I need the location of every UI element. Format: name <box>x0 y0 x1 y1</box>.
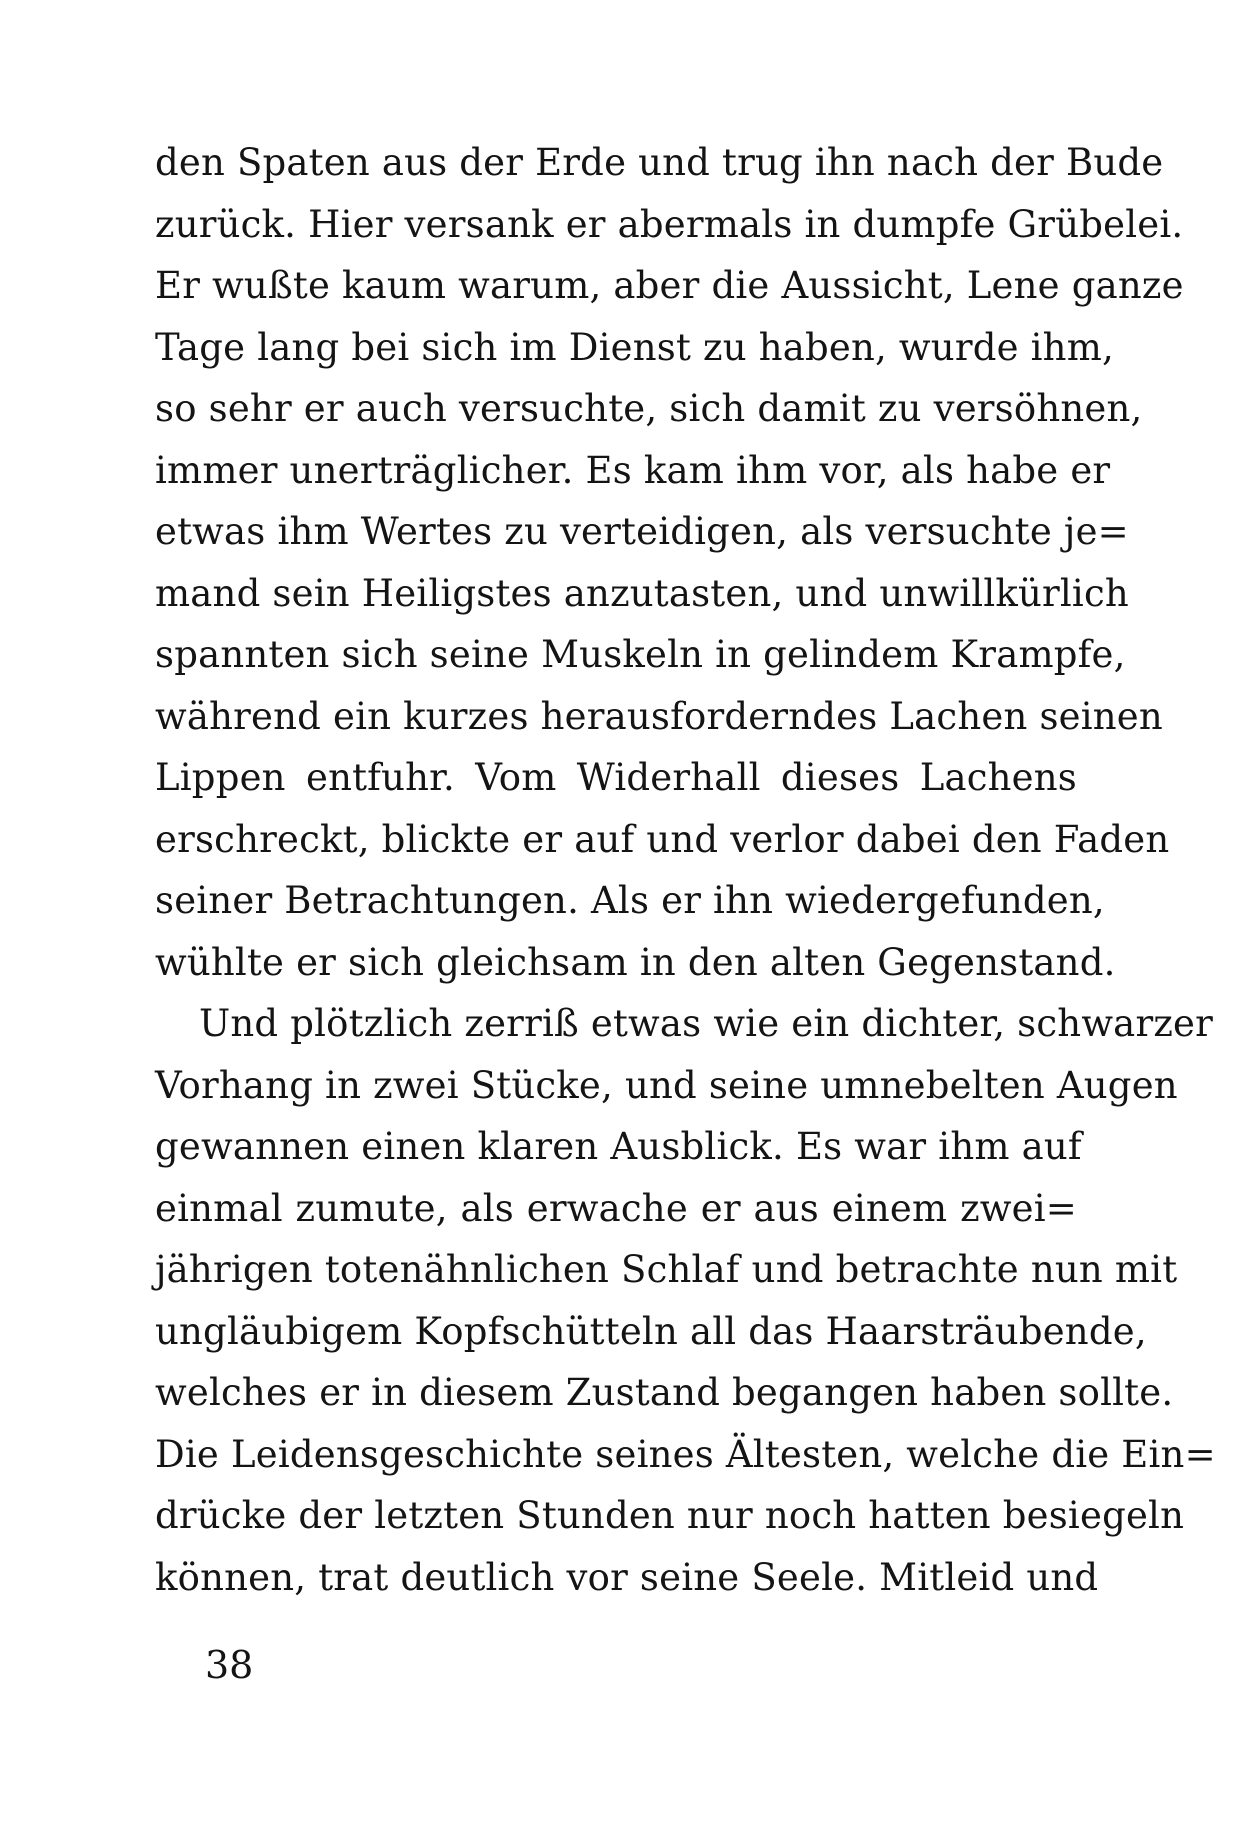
text-line: zurück. Hier versank er abermals in dumpfe Grübelei. <box>155 202 1184 246</box>
text-line: wühlte er sich gleichsam in den alten Gegenstand. <box>155 940 1116 984</box>
text-line: Die Leidensgeschichte seines Ältesten, welche die Ein= <box>155 1432 1216 1476</box>
text-line: so sehr er auch versuchte, sich damit zu versöhnen, <box>155 387 1143 430</box>
text-line: etwas ihm Wertes zu verteidigen, als versuchte je= <box>155 510 1129 553</box>
text-line: mand sein Heiligstes anzutasten, und unwillkürlich <box>155 571 1129 615</box>
text-line: einmal zumute, als erwache er aus einem zwei= <box>155 1186 1077 1230</box>
text-line: während ein kurzes herausforderndes Lachen seinen <box>155 694 1163 738</box>
text-line: können, trat deutlich vor seine Seele. Mitleid und <box>155 1555 1099 1599</box>
text-line: Lippen entfuhr. Vom Widerhall dieses Lachens <box>155 756 1077 799</box>
text-line: Er wußte kaum warum, aber die Aussicht, Lene ganze <box>155 264 1184 307</box>
text-line: Vorhang in zwei Stücke, und seine umnebelten Augen <box>155 1063 1178 1107</box>
text-line: den Spaten aus der Erde und trug ihn nach der Bude <box>155 141 1164 184</box>
text-line: Tage lang bei sich im Dienst zu haben, wurde ihm, <box>155 325 1114 369</box>
body-text <box>155 132 1216 1608</box>
text-line: jährigen totenähnlichen Schlaf und betrachte nun mit <box>155 1248 1178 1291</box>
text-line: immer unerträglicher. Es kam ihm vor, als habe er <box>155 448 1111 492</box>
text-line: Und plötzlich zerriß etwas wie ein dichter, schwarzer <box>199 1002 1214 1045</box>
text-line: spannten sich seine Muskeln in gelindem Krampfe, <box>155 633 1126 676</box>
page-number: 38 <box>205 1643 254 1687</box>
text-line: drücke der letzten Stunden nur noch hatten besiegeln <box>155 1494 1185 1537</box>
text-line: erschreckt, blickte er auf und verlor dabei den Faden <box>155 817 1170 861</box>
text-line: welches er in diesem Zustand begangen haben sollte. <box>155 1371 1174 1414</box>
text-line: ungläubigem Kopfschütteln all das Haarsträubende, <box>155 1309 1147 1353</box>
text-line: seiner Betrachtungen. Als er ihn wiedergefunden, <box>155 879 1105 922</box>
text-line: gewannen einen klaren Ausblick. Es war ihm auf <box>155 1125 1082 1168</box>
